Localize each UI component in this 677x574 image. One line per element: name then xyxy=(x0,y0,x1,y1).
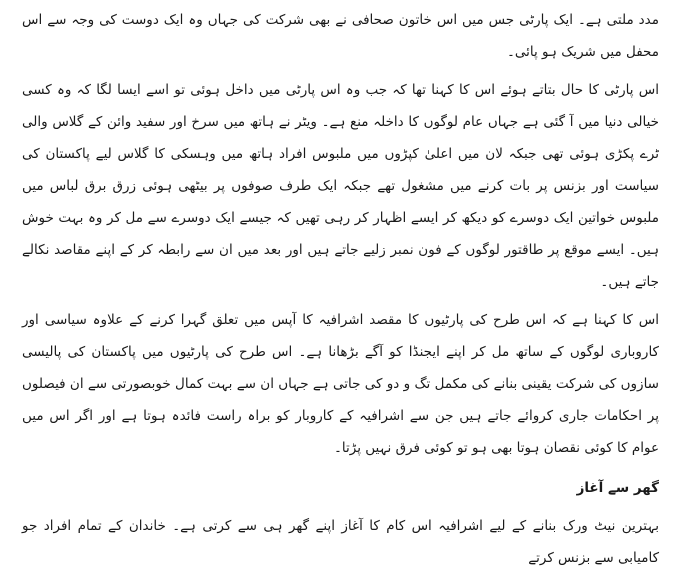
paragraph-party-description: اس پارٹی کا حال بتاتے ہوئے اس کا کہنا تھا کہ جب وہ اس پارٹی میں داخل ہوئی تو اسے ایسا لگا کہ وہ کسی خیالی دنیا میں آ گئی ہے جہاں عام لوگوں کا داخلہ منع ہے۔ ویٹر نے ہاتھ میں سرخ اور سفید وائن کے گلاس والی ٹرے پکڑی ہوئی تھی جبکہ لان میں اعلیٰ کپڑوں میں ملبوس افراد ہاتھ میں وہسکی کا گلاس لیے پاکستان کی سیاست اور بزنس پر بات کرنے میں مشغول تھے جبکہ ایک طرف صوفوں پر بیٹھی ہوئی زرق برق لباس میں ملبوس خواتین ایک دوسرے کو دیکھ کر ایسے اظہار کر رہی تھیں کہ جیسے ایک دوسرے سے مل کر وہ بہت خوش ہیں۔ ایسے موقع پر طاقتور لوگوں کے فون نمبر زلیے جاتے ہیں اور بعد میں ان سے رابطہ کر کے اپنے مقاصد نکالے جاتے ہیں۔ xyxy=(22,82,659,290)
section-heading: گھر سے آغاز xyxy=(576,480,659,496)
paragraph-network: بہترین نیٹ ورک بنانے کے لیے اشرافیہ اس کام کا آغاز اپنے گھر ہی سے کرتی ہے۔ خاندان کے تمام افراد جو کامیابی سے بزنس کرتے xyxy=(22,518,659,566)
paragraph-intro: مدد ملتی ہے۔ ایک پارٹی جس میں اس خاتون صحافی نے بھی شرکت کی جہاں وہ ایک دوست کی وجہ سے اس محفل میں شریک ہو پائی۔ xyxy=(22,12,659,60)
paragraph-party-purpose: اس کا کہنا ہے کہ اس طرح کی پارٹیوں کا مقصد اشرافیہ کا آپس میں تعلق گہرا کرنے کے علاوہ سیاسی اور کاروباری لوگوں کے ساتھ مل کر اپنے ایجنڈا کو آگے بڑھانا ہے۔ اس طرح کی پارٹیوں میں پاکستان کی پالیسی سازوں کی شرکت یقینی بنانے کی مکمل تگ و دو کی جاتی ہے جہاں ان سے بہت کمال خوبصورتی سے ان فیصلوں پر احکامات جاری کروائے جاتے ہیں جن سے اشرافیہ کے کاروبار کو براہ راست فائدہ ہوتا ہے اور اگر اس میں عوام کا کوئی نقصان ہوتا بھی ہو تو کوئی فرق نہیں پڑتا۔ xyxy=(22,312,659,456)
